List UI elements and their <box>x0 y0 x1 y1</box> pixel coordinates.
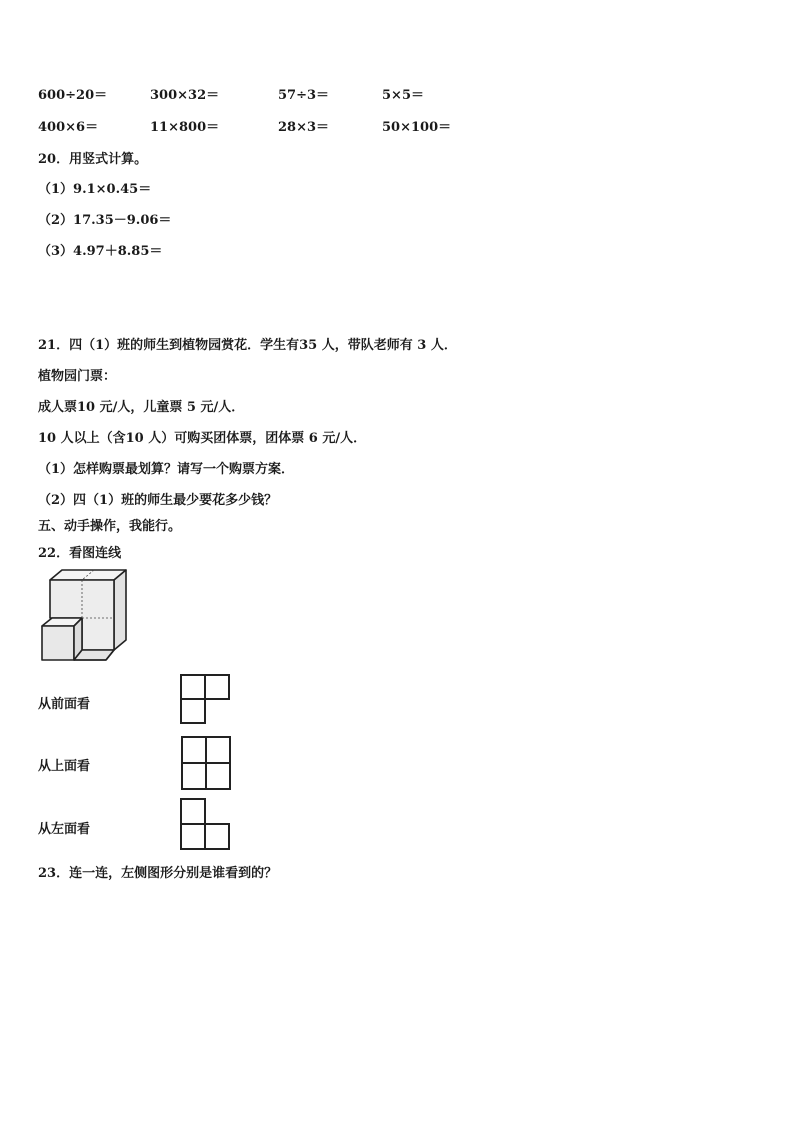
calc-item: 57÷3＝ <box>278 88 330 103</box>
view-shape-a <box>179 673 231 727</box>
cube-stack-figure <box>38 566 132 666</box>
q21-title: 21．四（1）班的师生到植物园赏花．学生有35 人，带队老师有 3 人． <box>38 338 457 353</box>
calc-item: 400×6＝ <box>38 120 99 135</box>
q23-title: 23．连一连，左侧图形分别是谁看到的？ <box>38 866 278 881</box>
calc-item: 50×100＝ <box>382 120 452 135</box>
view-shape-b <box>180 735 232 791</box>
calc-item: 28×3＝ <box>278 120 330 135</box>
q21-ticket-heading: 植物园门票： <box>38 369 117 384</box>
q21-ticket-line-1: 成人票10 元/人，儿童票 5 元/人． <box>38 400 245 415</box>
q21-ticket-line-2: 10 人以上（含10 人）可购买团体票，团体票 6 元/人． <box>38 431 367 446</box>
view-label-left: 从左面看 <box>38 822 91 837</box>
q20-item-2: （2）17.35－9.06＝ <box>38 213 172 228</box>
calc-item: 600÷20＝ <box>38 88 108 103</box>
q20-item-1: （1）9.1×0.45＝ <box>38 182 152 197</box>
q21-sub-1: （1）怎样购票最划算？请写一个购票方案． <box>38 462 295 477</box>
calc-item: 5×5＝ <box>382 88 424 103</box>
q20-title: 20．用竖式计算。 <box>38 152 148 167</box>
q21-sub-2: （2）四（1）班的师生最少要花多少钱？ <box>38 493 278 508</box>
q22-title: 22．看图连线 <box>38 546 122 561</box>
calc-item: 300×32＝ <box>150 88 220 103</box>
view-label-top: 从上面看 <box>38 759 91 774</box>
calc-item: 11×800＝ <box>150 120 220 135</box>
view-shape-c <box>179 797 231 852</box>
section5-title: 五、动手操作，我能行。 <box>38 519 182 534</box>
view-label-front: 从前面看 <box>38 697 91 712</box>
q20-item-3: （3）4.97＋8.85＝ <box>38 244 163 259</box>
